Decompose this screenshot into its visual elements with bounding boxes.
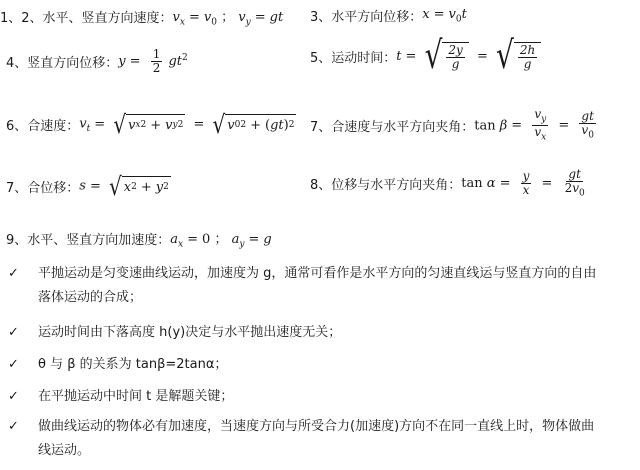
formula-8-label: 8、位移与水平方向夹角： — [310, 178, 462, 194]
formula-6 — [6, 109, 296, 139]
formula-4 — [6, 48, 188, 75]
note-1-line2: 落体运动的合成； — [38, 290, 143, 305]
note-5-line2: 线运动。 — [38, 443, 91, 458]
note-2-text: 运动时间由下落高度 h(y)决定与水平抛出速度无关； — [38, 325, 342, 340]
formula-3-expr: $x = v_0t$ — [422, 6, 467, 25]
check-icon: ✓ — [8, 419, 19, 434]
formula-7-expr: tan β = $\frac{v_y}{v_x}$ = $\frac{gt}{v_0}$ — [474, 107, 594, 143]
formula-7-label: 7、合速度与水平方向夹角： — [310, 120, 475, 136]
formula-7b-expr: s = √ x 2 + y 2 — [79, 171, 169, 201]
formula-6-expr: $v_t$ = √ v x 2 + v y 2 = √ v 0 2 + ( gt ) 2 — [79, 109, 295, 139]
check-icon: ✓ — [8, 357, 19, 372]
half-fraction: $\frac{1}{2}$ — [152, 47, 161, 76]
check-icon: ✓ — [8, 389, 19, 404]
gt-over-v0: $\frac{gt}{v_0}$ — [581, 109, 594, 141]
formula-4-expr: y = $\frac{1}{2}$ $gt^2$ — [118, 47, 188, 76]
formula-5 — [310, 32, 541, 78]
formula-1-2-expr: $v_x = v_0$ ； $v_y$ = gt — [172, 10, 284, 28]
formula-3-label: 3、水平方向位移： — [310, 10, 423, 25]
formula-4-label: 4、竖直方向位移： — [6, 56, 119, 72]
formula-9 — [6, 228, 272, 250]
formula-5-expr: t = √ $\frac{2y}{g}$ = √ $\frac{2h}{g}$ — [396, 42, 541, 71]
check-icon: ✓ — [8, 266, 19, 281]
sqrt-x-y: √ x 2 + y 2 — [109, 171, 169, 201]
formula-7b-label: 7、合位移： — [6, 180, 80, 196]
formula-8-expr: tan α = $\frac{y}{x}$ = $\frac{gt}{2v_0}$ — [461, 167, 585, 199]
formula-6-label: 6、合速度： — [6, 118, 80, 134]
gt-over-2v0: $\frac{gt}{2v_0}$ — [564, 167, 585, 199]
y-over-x: $\frac{y}{x}$ — [522, 169, 530, 198]
check-icon: ✓ — [8, 325, 19, 340]
formula-7 — [310, 108, 598, 144]
note-4-text: 在平抛运动中时间 t 是解题关键； — [38, 389, 234, 404]
formula-7b — [6, 171, 171, 201]
formula-3 — [310, 6, 467, 25]
note-5-line1: 做曲线运动的物体必有加速度，当速度方向与所受合力(加速度)方向不在同一直线上时，物体做曲 — [38, 419, 595, 434]
formula-8 — [310, 168, 589, 199]
note-3-text: θ 与 β 的关系为 tanβ=2tanα； — [38, 357, 228, 372]
formula-1-2 — [0, 6, 283, 28]
vy-over-vx: $\frac{v_y}{v_x}$ — [534, 107, 547, 143]
sqrt-2h-over-g: √ $\frac{2h}{g}$ — [496, 42, 541, 71]
sqrt-vx-vy: √ v x 2 + v y 2 — [113, 109, 184, 139]
sqrt-2y-over-g: √ $\frac{2y}{g}$ — [425, 42, 469, 71]
sqrt-v0-gt: √ v 0 2 + ( gt ) 2 — [212, 109, 295, 139]
formula-9-expr: $a_x = 0$ ； $a_y = g$ — [170, 232, 272, 250]
formula-9-label: 9、水平、竖直方向加速度： — [6, 233, 171, 249]
note-1-line1: 平抛运动是匀变速曲线运动，加速度为 g，通常可看作是水平方向的匀速直线运与竖直方向的自由 — [38, 266, 597, 281]
formula-5-label: 5、运动时间： — [310, 51, 397, 67]
formula-1-2-label: 1、2、水平、竖直方向速度： — [0, 11, 173, 27]
